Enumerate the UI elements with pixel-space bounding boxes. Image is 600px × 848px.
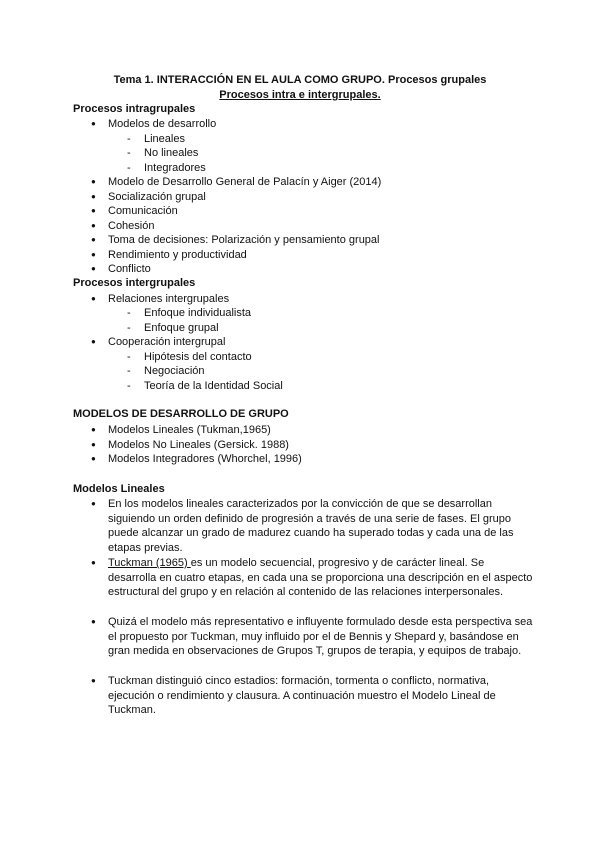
bullet-icon: ● <box>91 264 96 273</box>
bullet-icon: ● <box>91 337 96 346</box>
bullet-icon: ● <box>91 454 96 463</box>
bullet-icon: ● <box>91 206 96 215</box>
bullet-icon: ● <box>91 499 96 508</box>
bullet-icon: ● <box>91 192 96 201</box>
section-heading-modelos-lineales: Modelos Lineales <box>73 483 165 495</box>
bullet-icon: ● <box>91 294 96 303</box>
dash-icon: - <box>127 147 131 159</box>
bullet-icon: ● <box>91 235 96 244</box>
dash-icon: - <box>127 133 131 145</box>
section-heading-intragrupales: Procesos intragrupales <box>73 103 196 115</box>
dash-icon: - <box>127 351 131 363</box>
bullet-icon: ● <box>91 425 96 434</box>
tuckman-link[interactable]: Tuckman (1965) <box>108 557 191 569</box>
bullet-icon: ● <box>91 617 96 626</box>
section-heading-intergrupales: Procesos intergrupales <box>73 277 196 289</box>
document-subtitle: Procesos intra e intergrupales. <box>219 89 381 101</box>
document-title: Tema 1. INTERACCIÓN EN EL AULA COMO GRUPO. Procesos grupales <box>113 74 487 86</box>
bullet-icon: ● <box>91 250 96 259</box>
bullet-icon: ● <box>91 440 96 449</box>
bullet-icon: ● <box>91 119 96 128</box>
bullet-icon: ● <box>91 558 96 567</box>
dash-icon: - <box>127 380 131 392</box>
bullet-icon: ● <box>91 221 96 230</box>
dash-icon: - <box>127 365 131 377</box>
section-heading-modelos: MODELOS DE DESARROLLO DE GRUPO <box>73 408 289 420</box>
dash-icon: - <box>127 162 131 174</box>
document-page: Tema 1. INTERACCIÓN EN EL AULA COMO GRUPO. Procesos grupales Procesos intra e intergrupales. Procesos intragrupales ● Modelos de desarrollo - Lineales - No lineales - Integradores ● Modelo de Desarrollo General de Palacín y Aiger (2014) ● Socialización grupal ● Comunicación ● Cohesión ● Toma de decisiones: Polarización y pensamiento grupal ● Rendimiento y productividad ● Conflicto Procesos intergrupales ● Relaciones intergrupales - Enfoque individualista - Enfoque grupal ● Cooperación intergrupal - Hipótesis del contacto - Negociación - Teoría de la Identidad Social MODELOS DE DESARROLLO DE GRUPO ● Modelos Lineales (Tukman,1965) ● Modelos No Lineales (Gersick. 1988) ● Modelos Integradores (Whorchel, 1996) Modelos Lineales ● En los modelos lineales caracterizados por la convicción de que se desarrollan siguiendo un orden definido de progresión a través de una serie de fases. El grupo puede alcanzar un grado de madurez cuando ha superado todas y cada una de las etapas previas. ● Tuckman (1965) es un modelo secuencial, progresivo y de carácter lineal. Se desarrolla en cuatro etapas, en cada una se proporciona una descripción en el aspecto estructural del grupo y en relación al contenido de las relaciones interpersonales. ● Quizá el modelo más representativo e influyente formulado desde esta perspectiva sea el propuesto por Tuckman, muy influido por el de Bennis y Shepard y, basándose en gran medida en observaciones de Grupos T, grupos de terapia, y equipos de trabajo. ● Tuckman distinguió cinco estadios: formación, tormenta o conflicto, normativa, ejecución o rendimiento y clausura. A continuación muestro el Modelo Lineal de Tuckman. <box>0 0 600 848</box>
dash-icon: - <box>127 307 131 319</box>
bullet-icon: ● <box>91 177 96 186</box>
dash-icon: - <box>127 322 131 334</box>
bullet-icon: ● <box>91 676 96 685</box>
